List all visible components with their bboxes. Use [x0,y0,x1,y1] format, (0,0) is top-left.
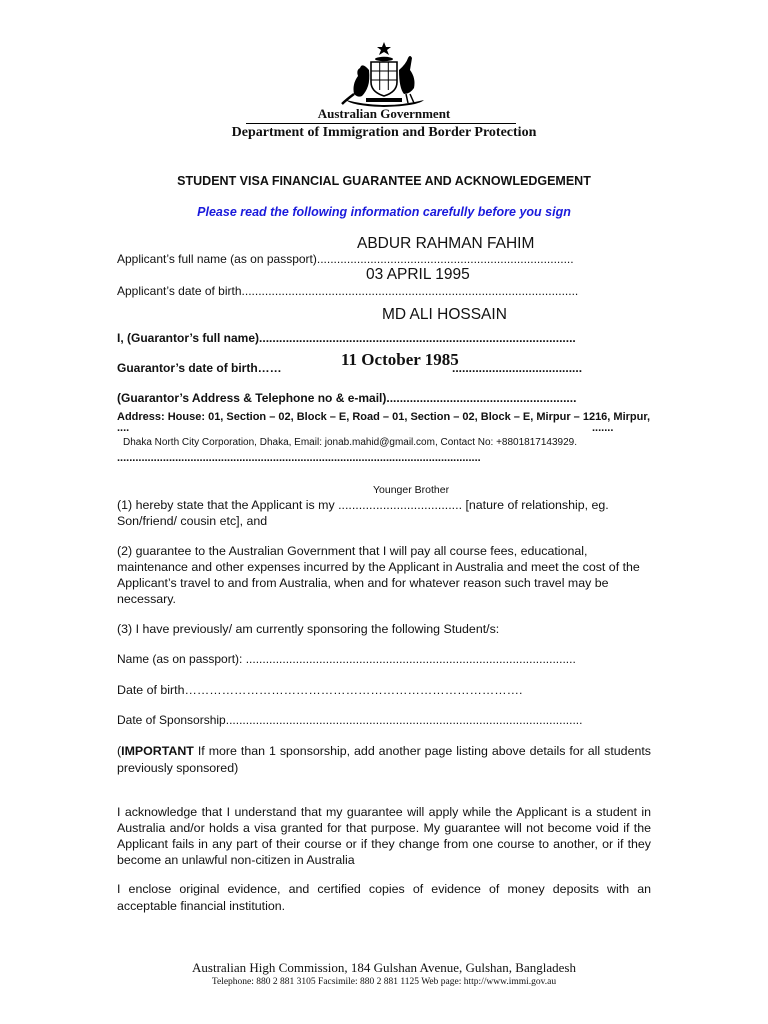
clause-2: (2) guarantee to the Australian Government that I will pay all course fees, educational, maintenance and other expenses incurred by the Applicant in Australia and meet the cost of the Applicant’s travel to and from Australia, when and for whatever reason such travel may be necessary. [117,544,640,606]
clause-1: (1) hereby state that the Applicant is my .................................... [nature of relationship, eg. Son/friend/ cousin etc], and [117,498,609,528]
applicant-dob-value: 03 APRIL 1995 [366,266,470,283]
address-dots-line: ....................................................................................................................... [117,452,481,464]
guarantor-dob-label: Guarantor’s date of birth…… [117,361,282,375]
guarantor-name-label: I, (Guarantor’s full name)............................................................................................... [117,331,576,345]
coat-of-arms-logo [338,40,430,110]
acknowledgement-paragraph: I acknowledge that I understand that my guarantee will apply while the Applicant is a student in Australia and/or holds a visa granted for that purpose. My guarantee will not become void if the Applicant fails in any part of their course or if they change from one course to another, or if they become an unlawful non-citizen in Australia [117,805,651,867]
footer-address: Australian High Commission, 184 Gulshan Avenue, Gulshan, Bangladesh [192,960,576,975]
important-note: (IMPORTANT If more than 1 sponsorship, add another page listing above details for all students previously sponsored) [117,744,651,775]
enclosure-paragraph: I enclose original evidence, and certified copies of evidence of money deposits with an acceptable financial institution. [117,882,651,913]
address-dots-right: ....... [592,422,614,434]
important-label: IMPORTANT [121,744,194,758]
guarantor-name-value: MD ALI HOSSAIN [382,306,507,323]
guarantor-dob-dots: ....................................... [452,361,583,375]
clause-3: (3) I have previously/ am currently sponsoring the following Student/s: [117,622,500,636]
government-name: Australian Government [317,106,451,121]
important-text: If more than 1 sponsorship, add another page listing above details for all students previously sponsored) [117,744,651,775]
applicant-name-label: Applicant’s full name (as on passport)............................................................................. [117,252,574,266]
header-rule [246,123,516,124]
student-name-label: Name (as on passport): ................................................................................................... [117,652,576,666]
address-line-1: Address: House: 01, Section – 02, Block – E, Road – 01, Section – 02, Block – E, Mirpur – 1216, Mirpur, [117,411,651,423]
guarantor-address-label: (Guarantor’s Address & Telephone no & e-mail)......................................................... [117,391,577,405]
student-dob-label: Date of birth………………………………………………………………………. [117,683,523,697]
sponsorship-date-label: Date of Sponsorship........................................................................................................... [117,713,583,727]
footer-contact: Telephone: 880 2 881 3105 Facsimile: 880 2 881 1125 Web page: http://www.immi.gov.au [211,977,557,987]
address-line-2: Dhaka North City Corporation, Dhaka, Email: jonab.mahid@gmail.com, Contact No: +8801817143929. [123,437,578,448]
applicant-name-value: ABDUR RAHMAN FAHIM [357,235,535,252]
department-name: Department of Immigration and Border Protection [231,125,537,140]
relationship-value: Younger Brother [373,484,450,496]
form-instruction: Please read the following information carefully before you sign [197,205,571,219]
applicant-dob-label: Applicant’s date of birth..................................................................................................... [117,284,579,298]
address-dots-left: .... [117,422,130,434]
guarantor-dob-value: 11 October 1985 [341,350,459,369]
form-title: STUDENT VISA FINANCIAL GUARANTEE AND ACKNOWLEDGEMENT [177,174,591,188]
